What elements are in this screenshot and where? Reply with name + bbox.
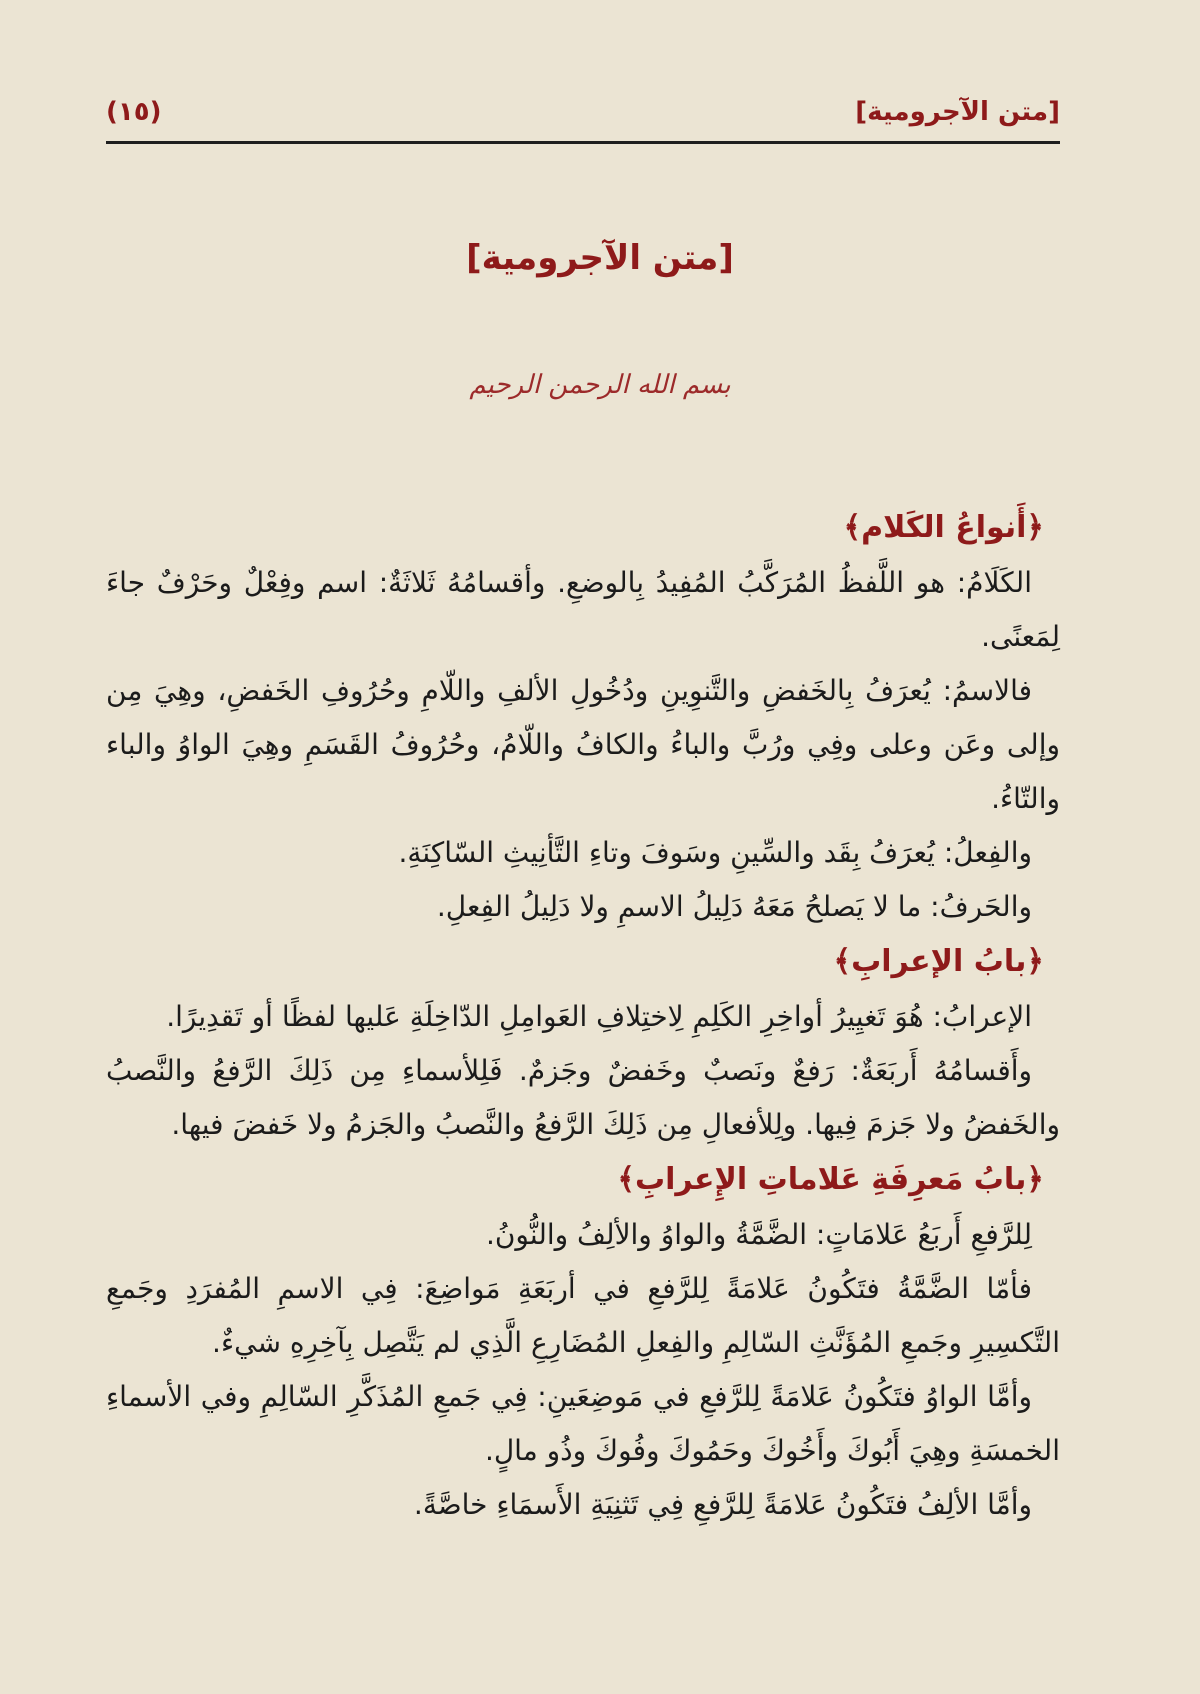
- paragraph: والحَرفُ: ما لا يَصلحُ مَعَهُ دَلِيلُ الاسمِ ولا دَلِيلُ الفِعلِ.: [436, 890, 1032, 923]
- section-heading: ﴿أَنواعُ الكَلام﴾: [843, 510, 1044, 545]
- paragraph: وأمَّا الواوُ فتَكُونُ عَلامَةً لِلرَّفعِ في مَوضِعَينِ: فِي جَمعِ المُذَكَّرِ السّالِمِ وفي الأسماءِ الخمسَةِ وهِيَ أَبُوكَ وأَخُوكَ وحَمُوكَ وفُوكَ وذُو مالٍ.: [106, 1380, 1060, 1467]
- header-rule: [106, 141, 1060, 144]
- paragraph: الكَلَامُ: هو اللَّفظُ المُرَكَّبُ المُفِيدُ بِالوضعِ. وأقسامُهُ ثَلاثَةٌ: اسم وفِعْلٌ وحَرْفٌ جاءَ لِمَعنًى.: [106, 566, 1060, 653]
- running-head: [106, 88, 1060, 136]
- running-head-title: [متن الآجرومية]: [855, 97, 1060, 127]
- paragraph: فالاسمُ: يُعرَفُ بِالخَفضِ والتَّنوِينِ ودُخُولِ الألفِ واللّامِ وحُرُوفِ الخَفضِ، وهِيَ مِن وإلى وعَن وعلى وفِي ورُبَّ والباءُ والكافُ واللّامُ، وحُرُوفُ القَسَمِ وهِيَ الواوُ والباء والتّاءُ.: [106, 674, 1060, 815]
- paragraph: لِلرَّفعِ أَربَعُ عَلامَاتٍ: الضَّمَّةُ والواوُ والألِفُ والنُّونُ.: [485, 1218, 1032, 1251]
- main-title: [متن الآجرومية]: [466, 238, 734, 278]
- paragraph: وأَقسامُهُ أَربَعَةٌ: رَفعٌ ونَصبٌ وخَفضٌ وجَزمٌ. فَلِلأسماءِ مِن ذَلِكَ الرَّفعُ والنَّصبُ والخَفضُ ولا جَزمَ فِيها. ولِلأفعالِ مِن ذَلِكَ الرَّفعُ والنَّصبُ والجَزمُ ولا خَفضَ فيها.: [106, 1054, 1060, 1141]
- paragraph: وأمَّا الألِفُ فتَكُونُ عَلامَةً لِلرَّفعِ فِي تَثنِيَةِ الأَسمَاءِ خاصَّةً.: [413, 1488, 1032, 1521]
- basmala-calligraphy: بسم الله الرحمن الرحيم: [469, 370, 731, 400]
- text-body: [106, 500, 1060, 1532]
- page-number: (١٥): [106, 97, 162, 127]
- section-heading: ﴿بابُ الإعرابِ﴾: [833, 944, 1044, 979]
- paragraph: الإعرابُ: هُوَ تَغيِيرُ أواخِرِ الكَلِمِ لِاختِلافِ العَوامِلِ الدّاخِلَةِ عَليها لفظًا أو تَقدِيرًا.: [166, 1000, 1032, 1033]
- paragraph: فأمّا الضَّمَّةُ فتَكُونُ عَلامَةً لِلرَّفعِ في أربَعَةِ مَواضِعَ: فِي الاسمِ المُفرَدِ وجَمعِ التَّكسِيرِ وجَمعِ المُؤَنَّثِ السّالِمِ والفِعلِ المُضَارِعِ الَّذِي لم يَتَّصِل بِآخِرِهِ شيءٌ.: [106, 1272, 1060, 1359]
- section-heading: ﴿بابُ مَعرِفَةِ عَلاماتِ الإِعرابِ﴾: [617, 1162, 1044, 1197]
- paragraph: والفِعلُ: يُعرَفُ بِقَد والسِّينِ وسَوفَ وتاءِ التَّأنِيثِ السّاكِنَةِ.: [398, 836, 1032, 869]
